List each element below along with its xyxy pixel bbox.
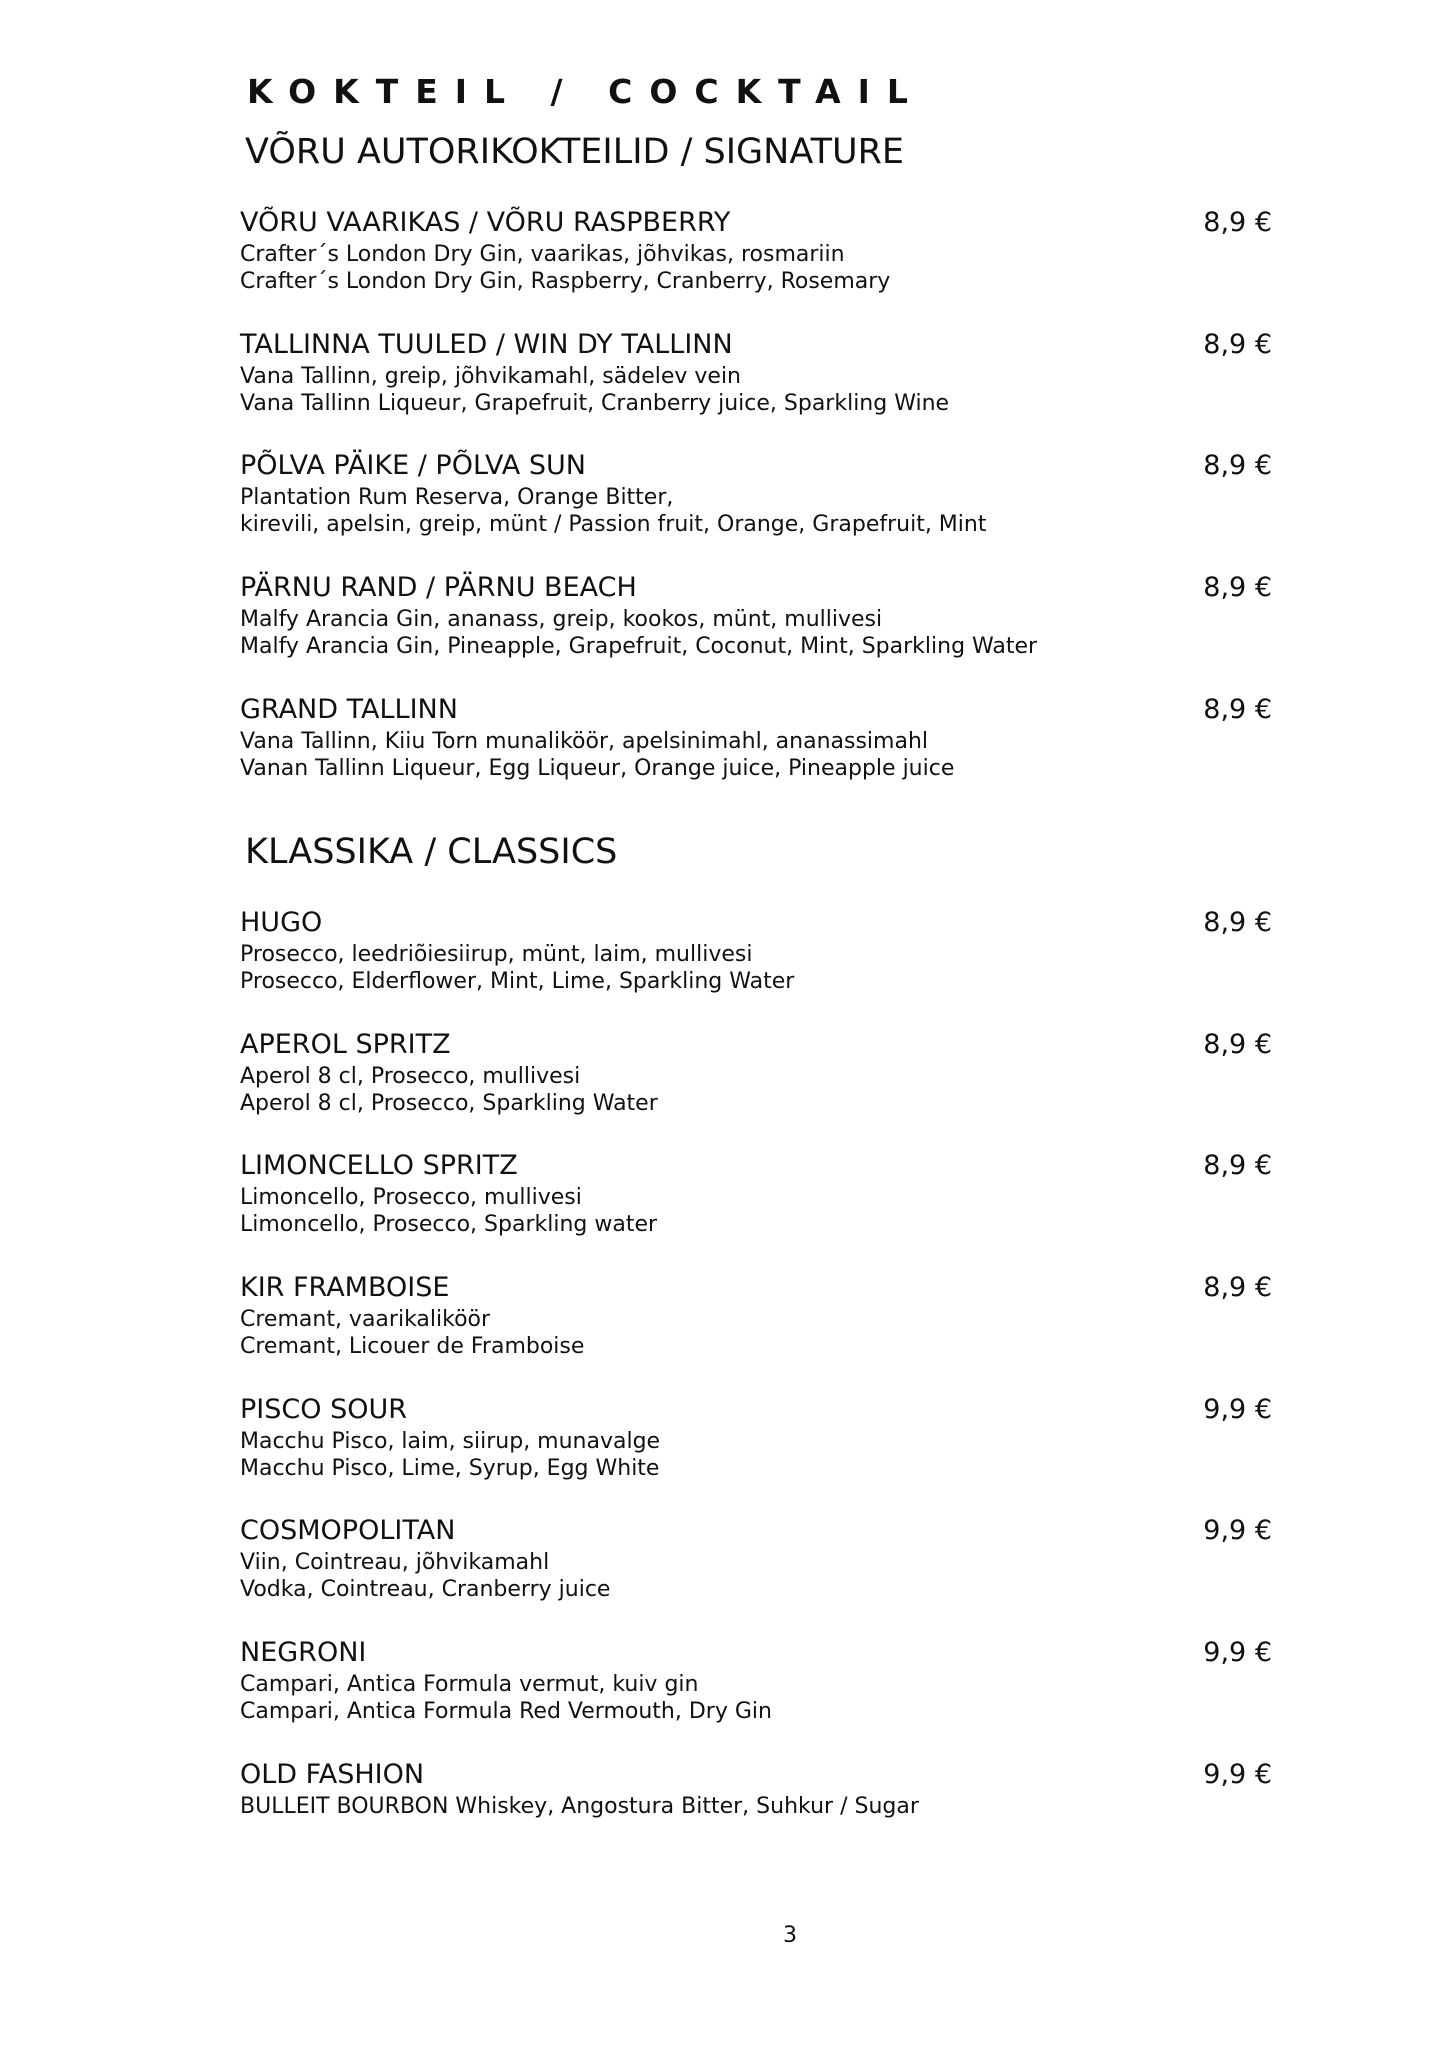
item-name: PÕLVA PÄIKE / PÕLVA SUN: [240, 450, 586, 481]
menu-item: [240, 327, 1272, 417]
item-name: COSMOPOLITAN: [240, 1515, 456, 1546]
item-price: 8,9 €: [1203, 572, 1272, 603]
item-price: 8,9 €: [1203, 1029, 1272, 1060]
item-description-et: Crafter´s London Dry Gin, vaarikas, jõhvikas, rosmariin: [240, 242, 845, 267]
menu-item: [240, 692, 1272, 782]
item-description-et: Aperol 8 cl, Prosecco, mullivesi: [240, 1064, 581, 1089]
item-price: 8,9 €: [1203, 1272, 1272, 1303]
item-name: PISCO SOUR: [240, 1394, 407, 1425]
item-description-en: Vodka, Cointreau, Cranberry juice: [240, 1577, 611, 1602]
menu-item: [240, 570, 1272, 660]
menu-item: [240, 1148, 1272, 1238]
item-price: 9,9 €: [1203, 1515, 1272, 1546]
menu-item: [240, 905, 1272, 995]
item-description-en: Crafter´s London Dry Gin, Raspberry, Cranberry, Rosemary: [240, 269, 891, 294]
page-number: 3: [783, 1923, 797, 1948]
item-description-en: Macchu Pisco, Lime, Syrup, Egg White: [240, 1456, 660, 1481]
item-price: 8,9 €: [1203, 207, 1272, 238]
item-price: 8,9 €: [1203, 1150, 1272, 1181]
item-description-et: Cremant, vaarikaliköör: [240, 1307, 491, 1332]
menu-item: [240, 1027, 1272, 1117]
item-name: VÕRU VAARIKAS / VÕRU RASPBERRY: [240, 207, 731, 238]
item-name: HUGO: [240, 907, 323, 938]
menu-item: [240, 1757, 1272, 1820]
item-description-et: Macchu Pisco, laim, siirup, munavalge: [240, 1429, 661, 1454]
section-heading-signature: VÕRU AUTORIKOKTEILID / SIGNATURE: [245, 132, 905, 172]
item-description-en: Malfy Arancia Gin, Pineapple, Grapefruit, Coconut, Mint, Sparkling Water: [240, 634, 1038, 659]
menu-item: [240, 1635, 1272, 1725]
item-name: NEGRONI: [240, 1637, 367, 1668]
item-description-et: BULLEIT BOURBON Whiskey, Angostura Bitter, Suhkur / Sugar: [240, 1794, 919, 1819]
item-description-en: kirevili, apelsin, greip, münt / Passion fruit, Orange, Grapefruit, Mint: [240, 512, 987, 537]
item-price: 9,9 €: [1203, 1637, 1272, 1668]
menu-item: [240, 1392, 1272, 1482]
menu-item: [240, 448, 1272, 538]
menu-item: [240, 1270, 1272, 1360]
item-name: TALLINNA TUULED / WIN DY TALLINN: [240, 329, 733, 360]
item-description-en: Aperol 8 cl, Prosecco, Sparkling Water: [240, 1091, 658, 1116]
item-price: 8,9 €: [1203, 450, 1272, 481]
menu-item: [240, 205, 1272, 295]
item-name: KIR FRAMBOISE: [240, 1272, 450, 1303]
item-description-en: Cremant, Licouer de Framboise: [240, 1334, 585, 1359]
page-title: KOKTEIL / COCKTAIL: [247, 72, 925, 111]
item-name: LIMONCELLO SPRITZ: [240, 1150, 518, 1181]
item-description-en: Campari, Antica Formula Red Vermouth, Dry Gin: [240, 1699, 772, 1724]
item-description-et: Prosecco, leedriõiesiirup, münt, laim, mullivesi: [240, 942, 753, 967]
item-price: 8,9 €: [1203, 694, 1272, 725]
item-price: 9,9 €: [1203, 1394, 1272, 1425]
item-name: OLD FASHION: [240, 1759, 425, 1790]
section-heading-classics: KLASSIKA / CLASSICS: [245, 832, 618, 872]
item-description-en: Prosecco, Elderflower, Mint, Lime, Sparkling Water: [240, 969, 795, 994]
item-name: GRAND TALLINN: [240, 694, 458, 725]
menu-item: [240, 1513, 1272, 1603]
item-description-et: Limoncello, Prosecco, mullivesi: [240, 1185, 582, 1210]
item-price: 8,9 €: [1203, 329, 1272, 360]
item-description-et: Viin, Cointreau, jõhvikamahl: [240, 1550, 550, 1575]
item-description-et: Vana Tallinn, greip, jõhvikamahl, sädelev vein: [240, 364, 742, 389]
item-description-et: Plantation Rum Reserva, Orange Bitter,: [240, 485, 674, 510]
item-name: APEROL SPRITZ: [240, 1029, 451, 1060]
item-description-en: Vana Tallinn Liqueur, Grapefruit, Cranberry juice, Sparkling Wine: [240, 391, 950, 416]
item-name: PÄRNU RAND / PÄRNU BEACH: [240, 572, 637, 603]
item-description-en: Limoncello, Prosecco, Sparkling water: [240, 1212, 658, 1237]
item-price: 9,9 €: [1203, 1759, 1272, 1790]
item-price: 8,9 €: [1203, 907, 1272, 938]
item-description-et: Malfy Arancia Gin, ananass, greip, kookos, münt, mullivesi: [240, 607, 883, 632]
item-description-et: Campari, Antica Formula vermut, kuiv gin: [240, 1672, 699, 1697]
item-description-et: Vana Tallinn, Kiiu Torn munaliköör, apelsinimahl, ananassimahl: [240, 729, 929, 754]
item-description-en: Vanan Tallinn Liqueur, Egg Liqueur, Orange juice, Pineapple juice: [240, 756, 955, 781]
